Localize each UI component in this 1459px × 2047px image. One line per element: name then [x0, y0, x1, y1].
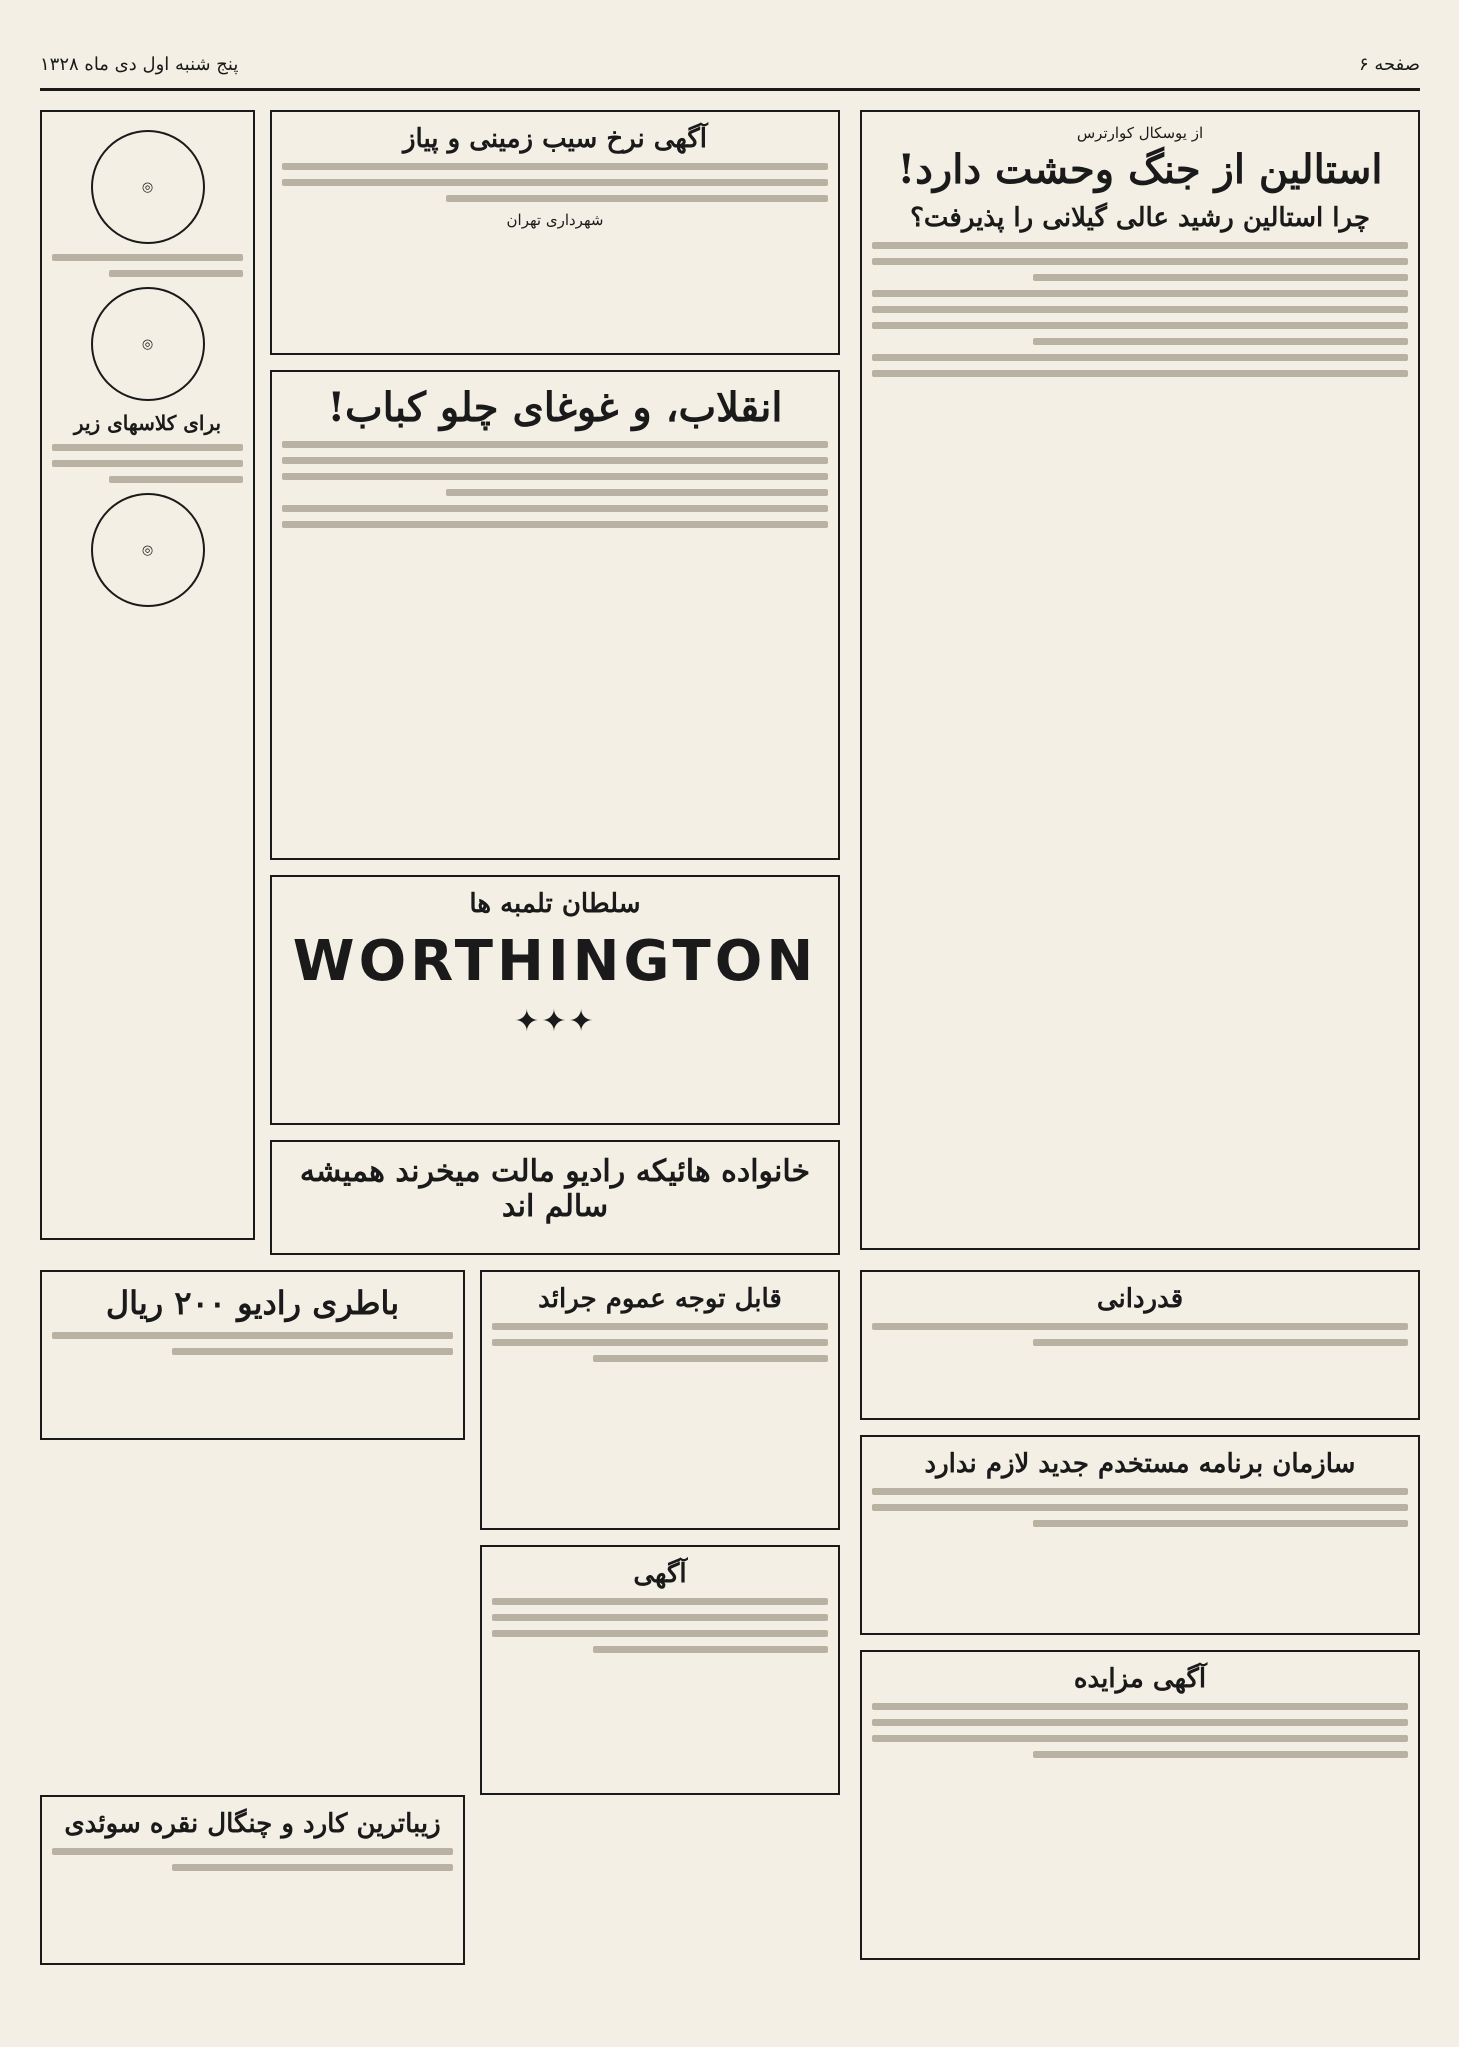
radio-ad [270, 1140, 840, 1255]
newspaper-page [40, 40, 1420, 2000]
stalin-byline: از یوسکال کوارترس [1076, 124, 1204, 142]
advert-headline: آگهی [633, 1559, 687, 1589]
journals-notice [480, 1270, 840, 1530]
ad-portrait-icon: ◎ [91, 287, 205, 401]
revolution-headline: انقلاب، و غوغای چلو کباب! [327, 384, 783, 431]
program-headline: سازمان برنامه مستخدم جدید لازم ندارد [924, 1449, 1356, 1479]
battery-headline: باطری رادیو ۲۰۰ ریال [105, 1284, 400, 1322]
wing-emblem-icon: ✦✦✦ [514, 1004, 596, 1039]
potato-notice [270, 110, 840, 355]
potato-footer: شهرداری تهران [506, 211, 604, 229]
stalin-subhead: چرا استالین رشید عالی گیلانی را پذیرفت؟ [910, 203, 1370, 233]
gratitude-headline: قدردانی [1096, 1284, 1184, 1314]
cutlery-headline: زیباترین کارد و چنگال نقره سوئدی [64, 1809, 441, 1839]
issue-date: پنج شنبه اول دی ماه ۱۳۲۸ [40, 53, 239, 75]
battery-ad [40, 1270, 465, 1440]
left-ad-column [40, 110, 255, 1240]
worthington-headline: سلطان تلمبه ها [469, 889, 641, 919]
stalin-headline: استالین از جنگ وحشت دارد! [897, 146, 1383, 193]
cutlery-ad [40, 1795, 465, 1965]
worthington-ad [270, 875, 840, 1125]
potato-headline: آگهی نرخ سیب زمینی و پیاز [402, 124, 707, 154]
worthington-logo: WORTHINGTON [292, 929, 818, 994]
ad-portrait-icon: ◎ [91, 130, 205, 244]
notice-headline: قابل توجه عموم جرائد [538, 1284, 782, 1314]
revolution-article [270, 370, 840, 860]
radio-headline: خانواده هائیکه رادیو مالت میخرند همیشه سالم اند [299, 1154, 811, 1224]
ad-portrait-icon: ◎ [91, 493, 205, 607]
stalin-article [860, 110, 1420, 1250]
stalin-body-placeholder [872, 242, 1408, 377]
program-notice [860, 1435, 1420, 1635]
auction-headline: آگهی مزایده [1073, 1664, 1207, 1694]
masthead [40, 40, 1420, 91]
gratitude-notice [860, 1270, 1420, 1420]
auction-notice [860, 1650, 1420, 1960]
generic-advert [480, 1545, 840, 1795]
hats-headline: برای کلاسهای زیر [73, 411, 222, 435]
page-number: صفحه ۶ [1358, 53, 1420, 75]
